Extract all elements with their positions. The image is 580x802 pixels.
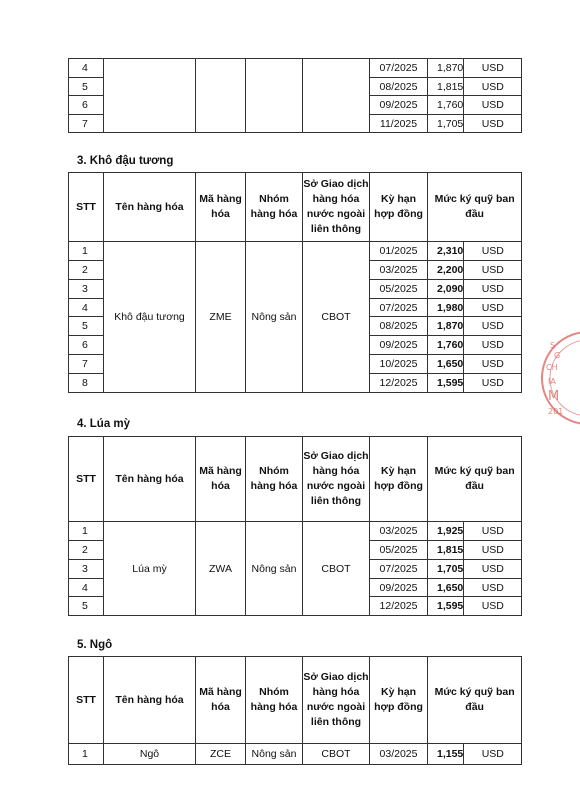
table-row: 2 03/2025 2,200 USD <box>69 261 522 280</box>
svg-text:M: M <box>548 389 560 404</box>
col-header-exchange: Sở Giao dịch hàng hóa nước ngoài liên thông <box>303 657 370 744</box>
col-header-term: Kỳ hạn hợp đồng <box>370 437 428 522</box>
svg-text:S: S <box>550 341 556 350</box>
col-header-stt: STT <box>69 173 104 242</box>
svg-text:G: G <box>554 351 561 360</box>
kho-dau-tuong-table <box>68 172 522 393</box>
col-header-group: Nhóm hàng hóa <box>246 657 303 744</box>
table-row: 4 07/2025 1,980 USD <box>69 299 522 317</box>
product-group: Nông sản <box>246 744 303 765</box>
col-header-exchange: Sở Giao dịch hàng hóa nước ngoài liên thông <box>303 437 370 522</box>
table-header-row <box>69 437 522 522</box>
table-row: 3 07/2025 1,705 USD <box>69 560 522 579</box>
product-code: ZME <box>196 242 246 393</box>
table-row: 6 09/2025 1,760 USD <box>69 96 522 115</box>
svg-text:201: 201 <box>548 407 564 416</box>
table-row: 5 08/2025 1,815 USD <box>69 78 522 96</box>
product-group: Nông sản <box>246 522 303 616</box>
col-header-code: Mã hàng hóa <box>196 437 246 522</box>
table-row: 2 05/2025 1,815 USD <box>69 541 522 560</box>
table-row: 1 Khô đậu tương ZME Nông sản CBOT 01/2025 2,310 USD <box>69 242 522 261</box>
lua-my-table <box>68 436 522 616</box>
col-header-term: Kỳ hạn hợp đồng <box>370 173 428 242</box>
table-row: 1 Ngô ZCE Nông sản CBOT 03/2025 1,155 USD <box>69 744 522 765</box>
exchange-name: CBOT <box>303 744 370 765</box>
table-row: 6 09/2025 1,760 USD <box>69 336 522 355</box>
section-heading-kho-dau-tuong: 3. Khô đậu tương <box>77 155 174 167</box>
ngo-table <box>68 656 522 765</box>
section-heading-lua-my: 4. Lúa mỳ <box>77 418 131 430</box>
table-row: 5 12/2025 1,595 USD <box>69 597 522 616</box>
col-header-margin: Mức ký quỹ ban đầu <box>428 437 522 522</box>
table-row: 4 09/2025 1,650 USD <box>69 579 522 597</box>
col-header-product: Tên hàng hóa <box>104 657 196 744</box>
product-name: Ngô <box>104 744 196 765</box>
table-row: 7 10/2025 1,650 USD <box>69 355 522 374</box>
table-row: 8 12/2025 1,595 USD <box>69 374 522 393</box>
col-header-stt: STT <box>69 657 104 744</box>
exchange-name: CBOT <box>303 242 370 393</box>
col-header-margin: Mức ký quỹ ban đầu <box>428 173 522 242</box>
col-header-code: Mã hàng hóa <box>196 657 246 744</box>
col-header-group: Nhóm hàng hóa <box>246 437 303 522</box>
svg-text:CH: CH <box>546 363 558 372</box>
col-header-term: Kỳ hạn hợp đồng <box>370 657 428 744</box>
table-header-row <box>69 657 522 744</box>
official-seal-stamp <box>540 318 580 438</box>
table-row: 7 11/2025 1,705 USD <box>69 115 522 133</box>
top-continuation-table <box>68 58 522 133</box>
section-heading-ngo: 5. Ngô <box>77 639 113 651</box>
table-row: 5 08/2025 1,870 USD <box>69 317 522 336</box>
col-header-group: Nhóm hàng hóa <box>246 173 303 242</box>
col-header-exchange: Sở Giao dịch hàng hóa nước ngoài liên thông <box>303 173 370 242</box>
product-code: ZCE <box>196 744 246 765</box>
product-name: Khô đậu tương <box>104 242 196 393</box>
product-code: ZWA <box>196 522 246 616</box>
exchange-name: CBOT <box>303 522 370 616</box>
product-group: Nông sản <box>246 242 303 393</box>
product-name: Lúa mỳ <box>104 522 196 616</box>
table-row: 4 07/2025 1,870 USD <box>69 59 522 78</box>
table-row: 3 05/2025 2,090 USD <box>69 280 522 299</box>
col-header-stt: STT <box>69 437 104 522</box>
col-header-margin: Mức ký quỹ ban đầu <box>428 657 522 744</box>
svg-text:ỊA: ỊA <box>548 377 556 386</box>
table-row: 1 Lúa mỳ ZWA Nông sản CBOT 03/2025 1,925 USD <box>69 522 522 541</box>
col-header-product: Tên hàng hóa <box>104 437 196 522</box>
col-header-product: Tên hàng hóa <box>104 173 196 242</box>
table-header-row <box>69 173 522 242</box>
col-header-code: Mã hàng hóa <box>196 173 246 242</box>
